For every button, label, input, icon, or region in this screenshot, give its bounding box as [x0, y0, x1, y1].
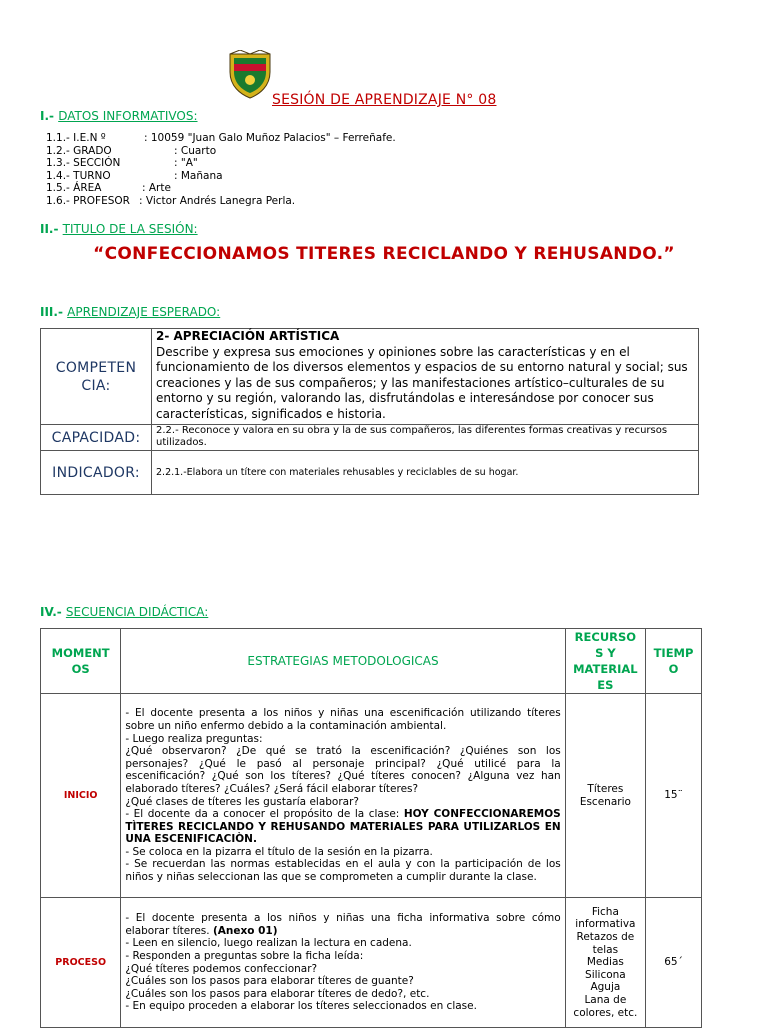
strategy-line: - Se coloca en la pizarra el título de la sesión en la pizarra. [125, 845, 433, 858]
table-row-inicio [41, 694, 702, 898]
info-label: 1.6.- PROFESOR [46, 194, 130, 207]
info-label: 1.2.- GRADO [46, 144, 112, 157]
resource-item: Títeres [587, 782, 624, 795]
resource-item: Escenario [579, 795, 631, 808]
estrategia-inicio [121, 694, 565, 898]
school-crest-icon [226, 50, 274, 100]
info-value: : Arte [142, 182, 171, 195]
info-value: : Victor Andrés Lanegra Perla. [139, 194, 296, 207]
proposito-text: HOY CONFECCIONAREMOS TÌTERES RECICLANDO Y REHUSANDO MATERIALES PARA UTILIZARLOS EN UNA ESCENIFICACIÒN. [125, 808, 561, 846]
resource-item: Medias [586, 956, 624, 969]
indicador-label: INDICADOR: [41, 451, 152, 495]
section-heading-secuencia [40, 605, 208, 619]
info-value: : Mañana [174, 169, 223, 182]
section-heading-titulo [40, 222, 198, 236]
strategy-line: - El docente da a conocer el propósito de la clase: HOY CONFECCIONAREMOS TÌTERES RECICLANDO Y REHUSANDO MATERIALES PARA UTILIZARLOS EN UNA ESCENIFICACIÒN. [125, 808, 561, 846]
section-heading-aprendizaje [40, 305, 220, 319]
capacidad-text: 2.2.- Reconoce y valora en su obra y la de sus compañeros, las diferentes formas creativas y recursos utilizados. [152, 425, 699, 451]
anexo-ref: (Anexo 01) [212, 924, 278, 937]
secuencia-table [40, 628, 702, 1028]
strategy-line: - Se recuerdan las normas establecidas en el aula y con la participación de los niños y niñas seleccionan las que se comprometen a cumplir durante la clase. [125, 858, 561, 884]
section-label: SECUENCIA DIDÁCTICA: [65, 605, 209, 619]
capacidad-label: CAPACIDAD: [41, 425, 152, 451]
info-value: : "A" [174, 157, 198, 170]
competencia-row [41, 329, 699, 425]
aprendizaje-table [40, 328, 699, 495]
document-title: SESIÓN DE APRENDIZAJE N° 08 [272, 92, 497, 108]
strategy-line: ¿Qué clases de títeres les gustaría elaborar? [125, 795, 359, 808]
section-number: II.- [40, 222, 63, 236]
strategy-line: - Luego realiza preguntas: [125, 732, 263, 745]
competencia-label: COMPETEN CIA: [41, 329, 152, 425]
info-value: : Cuarto [174, 144, 217, 157]
tiempo-inicio: 15¨ [646, 694, 702, 898]
indicador-text: 2.2.1.-Elabora un títere con materiales rehusables y reciclables de su hogar. [152, 451, 699, 495]
session-title: “CONFECCIONAMOS TITERES RECICLANDO Y REHUSANDO.” [93, 244, 675, 264]
section-number: III.- [40, 305, 68, 319]
recursos-proceso [565, 898, 645, 1028]
header-tiempo: TIEMP O [646, 629, 702, 694]
resource-item: Lana de colores, etc. [573, 993, 638, 1019]
strategy-line: - Leen en silencio, luego realizan la lectura en cadena. [125, 937, 412, 950]
header-estrategias: ESTRATEGIAS METODOLOGICAS [121, 629, 565, 694]
info-label: 1.3.- SECCIÓN [46, 157, 121, 170]
section-number: I.- [40, 109, 59, 123]
section-label: DATOS INFORMATIVOS: [58, 109, 198, 123]
section-label: APRENDIZAJE ESPERADO: [67, 305, 221, 319]
strategy-line: ¿Qué títeres podemos confeccionar? [125, 962, 318, 975]
resource-item: Aguja [590, 981, 621, 994]
capacidad-row [41, 425, 699, 451]
header-recursos: RECURSO S Y MATERIAL ES [565, 629, 645, 694]
resource-item: Retazos de telas [576, 931, 635, 956]
info-value: : 10059 "Juan Galo Muñoz Palacios" – Ferreñafe. [144, 132, 396, 144]
recursos-inicio [565, 694, 645, 898]
strategy-line: - En equipo proceden a elaborar los títeres seleccionados en clase. [125, 1000, 477, 1013]
indicador-row [41, 451, 699, 495]
strategy-line: ¿Cuáles son los pasos para elaborar títeres de dedo?, etc. [125, 987, 430, 1000]
strategy-line: - Responden a preguntas sobre la ficha leída: [125, 949, 364, 962]
strategy-line: - El docente presenta a los niños y niñas una ficha informativa sobre cómo elaborar títeres. (Anexo 01) [125, 912, 561, 937]
section-number: IV.- [40, 605, 66, 619]
info-label: 1.5.- ÁREA [46, 182, 102, 195]
momento-inicio: INICIO [41, 694, 121, 898]
header-momentos: MOMENT OS [41, 629, 121, 694]
strategy-line: - El docente presenta a los niños y niñas una escenificación utilizando títeres sobre un niño enfermo debido a la contaminación ambiental. [125, 707, 561, 732]
competencia-title: 2- APRECIACIÓN ARTÍSTICA [156, 329, 340, 343]
table-header-row [41, 629, 702, 694]
tiempo-proceso: 65´ [646, 898, 702, 1028]
resource-item: Ficha informativa [575, 905, 636, 931]
info-label: 1.4.- TURNO [46, 169, 111, 182]
strategy-line: ¿Qué observaron? ¿De qué se trató la escenificación? ¿Quiénes son los personajes? ¿Qué le pasó al personaje principal? ¿Qué utilicé para la escenificación? ¿Qué son los títeres? ¿Qué títeres conocen? ¿Alguna vez han elaborado títeres? ¿Cuáles? ¿Será fácil elaborar títeres? [125, 745, 561, 795]
competencia-cell [152, 329, 699, 425]
estrategia-proceso [121, 898, 565, 1028]
momento-proceso: PROCESO [41, 898, 121, 1028]
section-label: TITULO DE LA SESIÓN: [62, 222, 198, 236]
info-label: 1.1.- I.E.N º [46, 132, 106, 144]
competencia-text: Describe y expresa sus emociones y opiniones sobre las características y en el funcionamiento de los diversos elementos y espacios de su entorno natural y social; sus creaciones y las de sus compañeros; y las manifestaciones artístico–culturales de su entorno y su región, valorando las, disfrutándolas e interesándose por conocer sus características, significados e historia. [156, 344, 688, 421]
strategy-line: ¿Cuáles son los pasos para elaborar títeres de guante? [125, 975, 414, 988]
section-heading-datos [40, 109, 198, 123]
table-row-proceso [41, 898, 702, 1028]
resource-item: Silicona [585, 968, 626, 981]
